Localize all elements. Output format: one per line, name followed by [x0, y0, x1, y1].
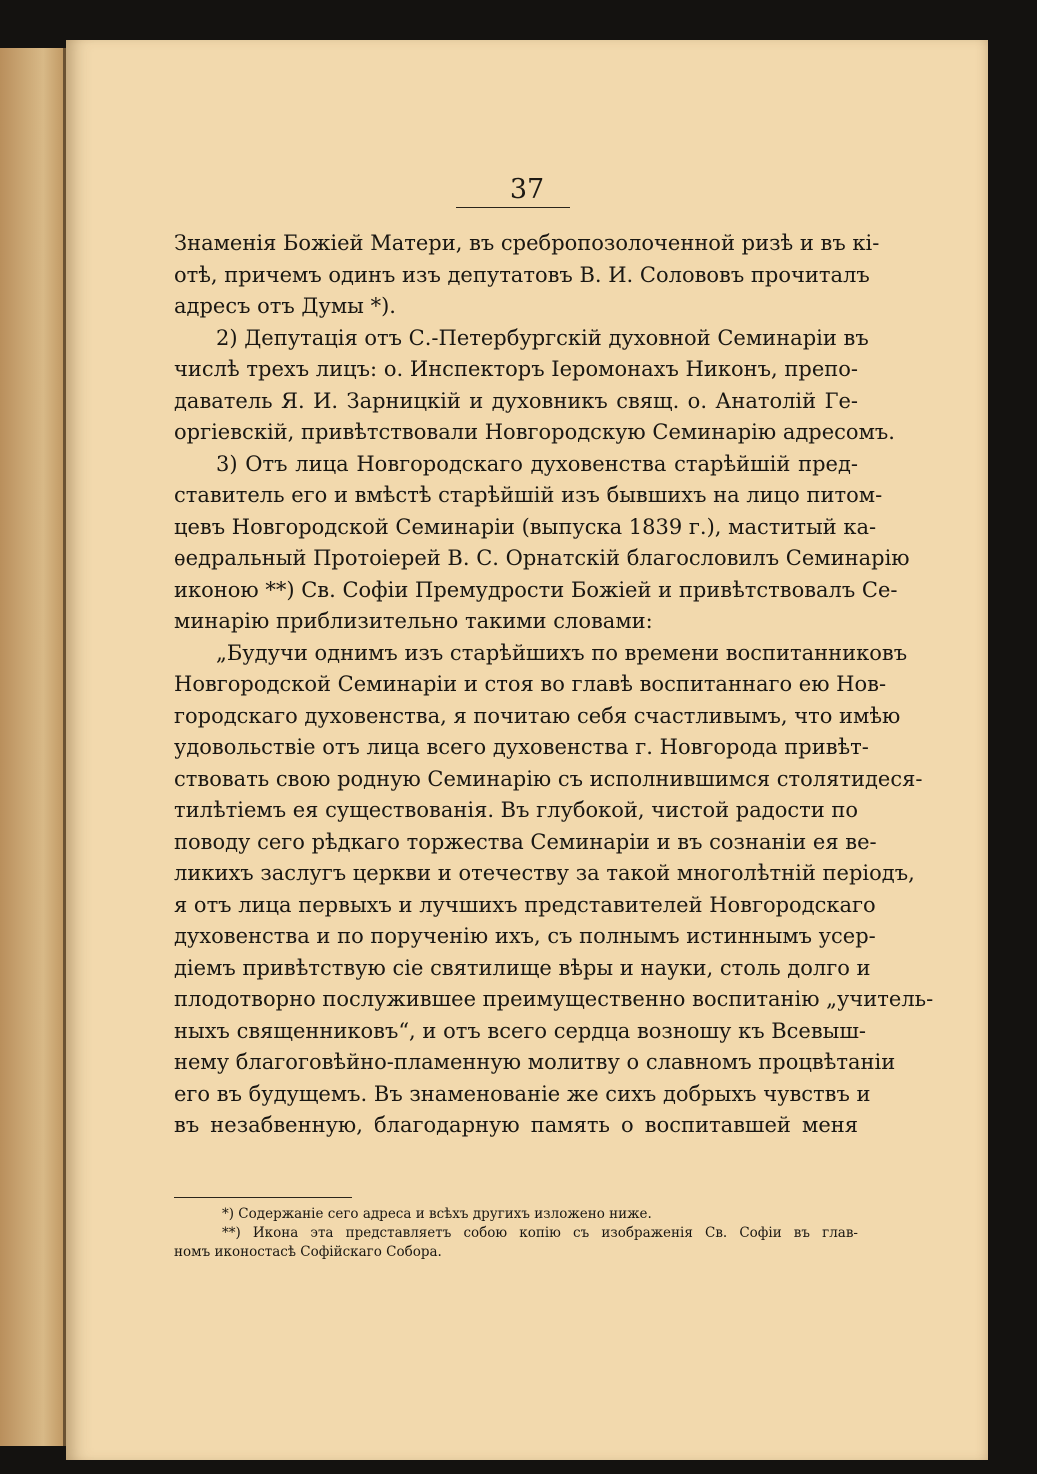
text-line: отѣ, причемъ одинъ изъ депутатовъ В. И. Солововъ прочиталъ [174, 262, 870, 287]
text-line: ѳедральный Протоіерей В. С. Орнатскій благословилъ Семинарію [174, 546, 910, 570]
text-line: ныхъ священниковъ“, и отъ всего сердца возношу къ Всевыш- [174, 1018, 867, 1043]
footnote-line: *) Содержаніе сего адреса и всѣхъ другихъ изложено ниже. [222, 1206, 652, 1222]
text-line: „Будучи однимъ изъ старѣйшихъ по времени воспитанниковъ [216, 640, 908, 665]
text-line: я отъ лица первыхъ и лучшихъ представителей Новгородскаго [174, 892, 876, 917]
page-number-rule [456, 207, 570, 208]
page-number: 37 [509, 174, 545, 205]
text-line: діемъ привѣтствую сіе святилище вѣры и науки, столь долго и [174, 955, 871, 980]
text-line: адресъ отъ Думы *). [174, 294, 396, 318]
text-line: 2) Депутація отъ С.-Петербургскій духовной Семинаріи въ [216, 325, 869, 350]
text-line: городскаго духовенства, я почитаю себя счастливымъ, что имѣю [174, 703, 901, 728]
text-line: удовольствіе отъ лица всего духовенства г. Новгорода привѣт- [174, 735, 869, 759]
text-line: цевъ Новгородской Семинаріи (выпуска 1839 г.), маститый ка- [174, 514, 877, 539]
footnotes [174, 1205, 858, 1262]
text-line: минарію приблизительно такими словами: [174, 609, 653, 633]
text-line: духовенства и по порученію ихъ, съ полнымъ истиннымъ усер- [174, 924, 876, 948]
left-page-edge [0, 48, 72, 1446]
footnote-rule [174, 1197, 352, 1198]
text-line: ликихъ заслугъ церкви и отечеству за такой многолѣтній періодъ, [174, 861, 915, 885]
footnote-line: **) Икона эта представляетъ собою копію съ изображенія Св. Софіи въ глав- [222, 1225, 858, 1241]
text-line: ствовать свою родную Семинарію съ исполнившимся столятидеся- [174, 766, 923, 791]
text-line: иконою **) Св. Софіи Премудрости Божіей и привѣтствовалъ Се- [174, 577, 898, 602]
text-line: плодотворно послужившее преимущественно воспитанію „учитель- [174, 987, 934, 1011]
text-line: его въ будущемъ. Въ знаменованіе же сихъ добрыхъ чувствъ и [174, 1081, 871, 1106]
text-line: тилѣтіемъ ея существованія. Въ глубокой, чистой радости по [174, 798, 859, 822]
text-line: 3) Отъ лица Новгородскаго духовенства старѣйшій пред- [216, 451, 858, 476]
text-line: Новгородской Семинаріи и стоя во главѣ воспитаннаго ею Нов- [174, 672, 887, 696]
text-line: числѣ трехъ лицъ: о. Инспекторъ Іеромонахъ Никонъ, препо- [174, 357, 858, 381]
text-line: поводу сего рѣдкаго торжества Семинаріи и въ сознаніи ея ве- [174, 829, 877, 854]
footnote-line: номъ иконостасѣ Софійскаго Собора. [174, 1244, 442, 1260]
text-line: даватель Я. И. Зарницкій и духовникъ свящ. о. Анатолій Ге- [174, 388, 858, 413]
body-text [174, 228, 934, 1142]
text-line: ставитель его и вмѣстѣ старѣйшій изъ бывшихъ на лицо питом- [174, 483, 883, 507]
text-line: Знаменія Божіей Матери, въ сребропозолоченной ризѣ и въ кі- [174, 231, 880, 255]
text-line: оргіевскій, привѣтствовали Новгородскую Семинарію адресомъ. [174, 420, 895, 444]
book-page [66, 40, 988, 1460]
text-line: нему благоговѣйно-пламенную молитву о славномъ процвѣтаніи [174, 1050, 896, 1074]
text-line: въ незабвенную, благодарную память о воспитавшей меня [174, 1113, 858, 1137]
